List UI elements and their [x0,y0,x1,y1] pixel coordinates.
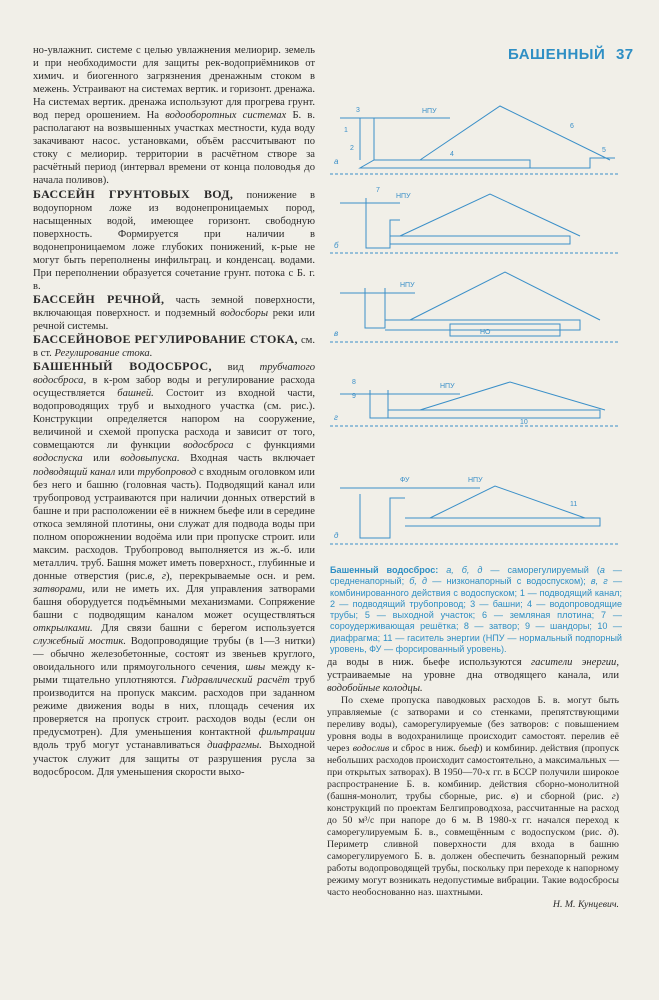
label-npu-v: НПУ [400,282,415,289]
panel-d-drawing [330,486,620,544]
label-num-8: 8 [352,379,356,386]
panel-b-drawing [330,194,620,253]
label-num-4: 4 [450,151,454,158]
entry-basseinovoe-regulirovanie: БАССЕЙНОВОЕ РЕГУЛИРОВАНИЕ СТОКА, см. в ст. Регулирование стока. [33,332,316,360]
running-header [508,46,634,63]
paragraph-continuation-right: да воды в ниж. бьефе используются гасители энергии, устраиваемые на уровне дна отводящего канала, или водобойные колодцы. [327,657,620,695]
label-num-9: 9 [352,393,356,400]
label-npu-b: НПУ [396,193,411,200]
spillway-figure [330,98,622,558]
header-title: БАШЕННЫЙ [508,46,606,63]
label-num-2: 2 [350,145,354,152]
author-signature: Н. М. Кунцевич. [552,899,619,911]
right-column [327,656,619,911]
label-npu-a: НПУ [422,108,437,115]
headword: БАССЕЙНОВОЕ РЕГУЛИРОВАНИЕ СТОКА, [33,332,298,347]
label-num-10: 10 [520,419,528,426]
panel-letter-b: б [334,241,339,250]
label-num-5: 5 [602,147,606,154]
label-npu-d: НПУ [468,477,483,484]
label-num-11: 11 [570,501,578,508]
figure-caption: Башенный водосброс: а, б, д — саморегулируемый (а — средненапорный; б, д — низконапорный с водоспуском); в, г — комбинированного действия с водоспуском; 1 — подводящий канал; 2 — подводящий трубопровод; 3 — башни; 4 — водопроводящие трубы; 5 — выходной участок; 6 — земляная плотина; 7 — сороудерживающая решётка; 8 — затвор; 9 — шандоры; 10 — диафрагма; 11 — гаситель энергии (НПУ — нормальный подпорный уровень, ФУ — форсированный уровень). [330,565,623,655]
entry-bassein-rechnoi: БАССЕЙН РЕЧНОЙ, часть земной поверхности, включающая поверхност. и подземный водосборы реки или речной системы. [33,291,315,332]
headword: БАССЕЙН РЕЧНОЙ, [33,291,165,306]
entry-bassein-gruntovyh-vod: БАССЕЙН ГРУНТОВЫХ ВОД, понижение в водоупорном ложе из водонепроницаемых пород, насыщенных водой, имеющее горизонт. свободную поверхность. Формируется при наличии в водонепроницаемом ложе глубоких понижений, к-рые не могут быть переполнены инфильтрац. и конденсац. водами. При переполнении образуется сочетание грунт. потока с Б. г. в. [33,186,315,292]
label-num-3: 3 [356,107,360,114]
label-num-1: 1 [344,127,348,134]
panel-g-drawing [330,382,620,426]
label-npu-g: НПУ [440,383,455,390]
panel-letter-g: г [334,413,338,422]
entry-bashennyi-vodosbros: БАШЕННЫЙ ВОДОСБРОС, вид трубчатого водосброса, в к-ром забор воды и регулирование расхода осуществляется башней. Состоит из входной части, водопроводящих труб и выходного участка (см. рис.). Конструкции определяется напором на сооружение, величиной и схемой пропуска расхода и зависит от того, совмещаются ли функции водосброса с функциями водоспуска или водовыпуска. Входная часть включает подводящий канал или трубопровод с входным оголовком или без него и башню (головная часть). Подводящий канал или трубопровод устраиваются при наличии донных отверстий в башне и при расположении её в нижнем бьефе или в середине откоса земляной плотины, они служат для подвода воды при полном опорожнении водоёма или при пропуске строит. или максим. расходов. Трубопровод выполняется из ж.-б. или металлич. труб. Башня может иметь поверхност., глубинные и донные отверстия (рис.в, г), перекрываемые осн. и рем. затворами, или не иметь их. Для управления затворами башня оборудуется подъёмными механизмами. Сопряжение башни с подводящим каналом может осуществляться открылками. Для связи башни с берегом используется служебный мостик. Водопроводящие трубы (в 1—3 нитки) — обычно железобетонные, состоят из звеньев круглого, овоидального или прямоугольного сечения, швы между к-рыми тщательно уплотняются. Гидравлический расчёт труб производится на пропуск максим. расходов при заданном режиме движения воды в них, площадь сечения их проверяется на пропуск строит. расходов воды (если он предусмотрен). Для уменьшения контактной фильтрации вдоль труб могут устанавливаться диафрагмы. Выходной участок служит для защиты от разрушения русла за водосбросом. Для уменьшения скорости выхо- [33,359,316,778]
panel-a-drawing [330,106,620,174]
label-num-7: 7 [376,187,380,194]
label-num-6: 6 [570,123,574,130]
paragraph-continuation: но-увлажнит. системе с целью увлажнения мелиорир. земель и при необходимости для защиты рек-водоприёмников от химич. и биогенного загрязнения дренажным стоком в межень. Устраивают на системах вертик. и горизонт. дренажа. На системах вертик. дренажа используют для прогрева грунт. вод перед орошением. На водооборотных системах Б. в. располагают на возвышенных участках местности, куда воду закачивают насос. установками, объём рассчитывают по стоку с мелиорир. территории в расчётном створе за расчётный период (интервал времени от конца половодья до начала поливов). [33,45,316,187]
left-column [33,44,315,779]
panel-letter-v: в [334,329,339,338]
headword: БАССЕЙН ГРУНТОВЫХ ВОД, [33,186,234,201]
panel-letter-a: а [334,157,339,166]
label-io: НО [480,329,491,336]
headword: БАШЕННЫЙ ВОДОСБРОС, [33,359,212,374]
panel-v-drawing [330,272,620,342]
cross-reference-link[interactable]: Регулирование стока. [54,348,153,360]
panel-letter-d: д [334,531,339,540]
page-number: 37 [615,46,634,63]
label-fu-d: ФУ [400,477,410,484]
paragraph-spillway-schemes: По схеме пропуска паводковых расходов Б. в. могут быть управляемые (с затворами и со стенками, препятствующими переливу воды), саморегулируемые (без затворов: с повышением уровня воды в водохранилище происходит самостоят. перелив её через водослив и сброс в ниж. бьеф) и комбинир. действия (пропуск небольших расходов происходит самостоятельно, а максимальных — при открытых затворах). В 1950—70-х гг. в БССР получили широкое распространение Б. в. комбинир. действия сборно-монолитной (башня-монолит, трубы сборные, рис. в) и сборной (рис. г) конструкций по проектам Белгипроводхоза, рассчитанные на расход до 50 м³/с при напоре до 6 м. В 1980-х гг. начался переход к саморегулируемым Б. в., совмещённым с водоспуском (рис. д). Периметр сливной поверхности для входа в башню саморегулируемого Б. в. должен обеспечить безнапорный режим работы водопроводящей трубы, поскольку при переходе к напорному режиму могут возникать недопустимые вибрации. Такие водосбросы часто необоснованно наз. шахтными. [327,695,620,899]
